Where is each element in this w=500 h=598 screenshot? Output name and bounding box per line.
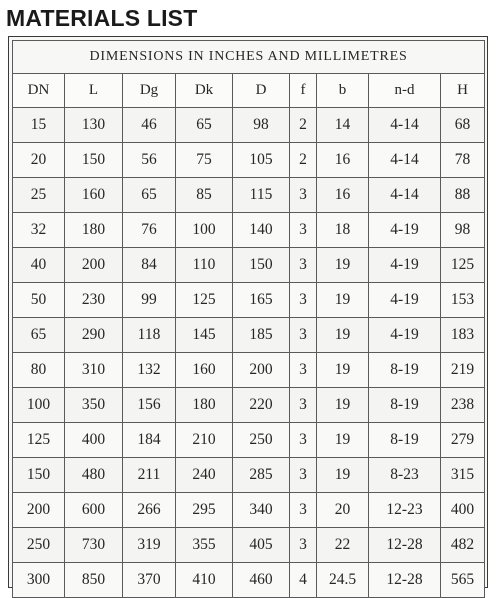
- cell-n-d: 4-19: [369, 213, 441, 248]
- cell-h: 400: [441, 493, 485, 528]
- cell-h: 315: [441, 458, 485, 493]
- cell-d: 460: [233, 563, 290, 598]
- cell-dk: 145: [176, 318, 233, 353]
- column-header-dk: Dk: [176, 74, 233, 108]
- cell-l: 130: [65, 108, 123, 143]
- cell-b: 22: [317, 528, 369, 563]
- cell-h: 482: [441, 528, 485, 563]
- cell-dk: 160: [176, 353, 233, 388]
- document-title: MATERIALS LIST: [6, 5, 198, 31]
- cell-f: 3: [290, 318, 317, 353]
- cell-n-d: 8-19: [369, 353, 441, 388]
- cell-l: 160: [65, 178, 123, 213]
- cell-d: 150: [233, 248, 290, 283]
- cell-f: 3: [290, 248, 317, 283]
- cell-b: 24.5: [317, 563, 369, 598]
- table-row: [13, 248, 485, 283]
- cell-dk: 240: [176, 458, 233, 493]
- cell-n-d: 4-14: [369, 108, 441, 143]
- table-header-row: [13, 74, 485, 108]
- column-header-b: b: [317, 74, 369, 108]
- cell-f: 3: [290, 528, 317, 563]
- cell-dk: 355: [176, 528, 233, 563]
- cell-dg: 118: [123, 318, 176, 353]
- cell-n-d: 4-14: [369, 178, 441, 213]
- column-header-h: H: [441, 74, 485, 108]
- cell-f: 3: [290, 493, 317, 528]
- column-header-n-d: n-d: [369, 74, 441, 108]
- column-header-l: L: [65, 74, 123, 108]
- cell-dn: 50: [13, 283, 65, 318]
- cell-l: 850: [65, 563, 123, 598]
- cell-d: 140: [233, 213, 290, 248]
- cell-dn: 150: [13, 458, 65, 493]
- cell-dg: 84: [123, 248, 176, 283]
- materials-table: [12, 40, 485, 598]
- table-row: [13, 493, 485, 528]
- cell-dg: 319: [123, 528, 176, 563]
- cell-n-d: 4-14: [369, 143, 441, 178]
- cell-d: 200: [233, 353, 290, 388]
- table-row: [13, 178, 485, 213]
- cell-dg: 46: [123, 108, 176, 143]
- cell-n-d: 4-19: [369, 283, 441, 318]
- cell-h: 219: [441, 353, 485, 388]
- table-row: [13, 108, 485, 143]
- cell-b: 18: [317, 213, 369, 248]
- table-row: [13, 283, 485, 318]
- cell-b: 19: [317, 283, 369, 318]
- cell-d: 185: [233, 318, 290, 353]
- cell-h: 183: [441, 318, 485, 353]
- cell-n-d: 4-19: [369, 248, 441, 283]
- table-row: [13, 423, 485, 458]
- cell-dn: 125: [13, 423, 65, 458]
- cell-dn: 20: [13, 143, 65, 178]
- cell-l: 400: [65, 423, 123, 458]
- cell-dg: 65: [123, 178, 176, 213]
- cell-h: 98: [441, 213, 485, 248]
- table-row: [13, 528, 485, 563]
- cell-l: 150: [65, 143, 123, 178]
- table-body: [13, 108, 485, 598]
- cell-h: 565: [441, 563, 485, 598]
- table-row: [13, 213, 485, 248]
- cell-h: 78: [441, 143, 485, 178]
- cell-h: 153: [441, 283, 485, 318]
- cell-dn: 32: [13, 213, 65, 248]
- table-row: [13, 318, 485, 353]
- cell-b: 19: [317, 248, 369, 283]
- cell-l: 730: [65, 528, 123, 563]
- cell-d: 340: [233, 493, 290, 528]
- cell-l: 600: [65, 493, 123, 528]
- cell-dk: 210: [176, 423, 233, 458]
- cell-dk: 75: [176, 143, 233, 178]
- cell-dk: 125: [176, 283, 233, 318]
- cell-f: 3: [290, 423, 317, 458]
- cell-dk: 295: [176, 493, 233, 528]
- cell-dn: 200: [13, 493, 65, 528]
- cell-d: 405: [233, 528, 290, 563]
- cell-dk: 100: [176, 213, 233, 248]
- column-header-d: D: [233, 74, 290, 108]
- cell-d: 105: [233, 143, 290, 178]
- cell-l: 200: [65, 248, 123, 283]
- cell-b: 14: [317, 108, 369, 143]
- cell-dg: 56: [123, 143, 176, 178]
- table-caption-row: [13, 41, 485, 74]
- cell-f: 3: [290, 458, 317, 493]
- cell-f: 3: [290, 353, 317, 388]
- cell-dg: 370: [123, 563, 176, 598]
- cell-n-d: 12-28: [369, 563, 441, 598]
- cell-dg: 184: [123, 423, 176, 458]
- cell-dg: 156: [123, 388, 176, 423]
- cell-d: 115: [233, 178, 290, 213]
- cell-n-d: 4-19: [369, 318, 441, 353]
- cell-dk: 65: [176, 108, 233, 143]
- table-row: [13, 143, 485, 178]
- cell-b: 19: [317, 318, 369, 353]
- cell-n-d: 8-23: [369, 458, 441, 493]
- cell-dn: 250: [13, 528, 65, 563]
- cell-dn: 100: [13, 388, 65, 423]
- cell-l: 350: [65, 388, 123, 423]
- table-row: [13, 353, 485, 388]
- cell-l: 480: [65, 458, 123, 493]
- table-row: [13, 388, 485, 423]
- cell-b: 19: [317, 388, 369, 423]
- column-header-f: f: [290, 74, 317, 108]
- cell-h: 238: [441, 388, 485, 423]
- cell-l: 230: [65, 283, 123, 318]
- cell-n-d: 12-28: [369, 528, 441, 563]
- cell-b: 19: [317, 458, 369, 493]
- cell-b: 16: [317, 143, 369, 178]
- table-row: [13, 458, 485, 493]
- cell-l: 180: [65, 213, 123, 248]
- cell-b: 16: [317, 178, 369, 213]
- cell-n-d: 12-23: [369, 493, 441, 528]
- column-header-dn: DN: [13, 74, 65, 108]
- cell-b: 19: [317, 423, 369, 458]
- cell-d: 220: [233, 388, 290, 423]
- table-row: [13, 563, 485, 598]
- table-caption: DIMENSIONS IN INCHES AND MILLIMETRES: [13, 41, 485, 74]
- cell-b: 20: [317, 493, 369, 528]
- cell-b: 19: [317, 353, 369, 388]
- cell-dk: 180: [176, 388, 233, 423]
- cell-dg: 76: [123, 213, 176, 248]
- cell-dn: 80: [13, 353, 65, 388]
- cell-d: 98: [233, 108, 290, 143]
- cell-dk: 410: [176, 563, 233, 598]
- cell-f: 3: [290, 213, 317, 248]
- cell-dg: 211: [123, 458, 176, 493]
- cell-dn: 65: [13, 318, 65, 353]
- cell-f: 4: [290, 563, 317, 598]
- cell-dk: 110: [176, 248, 233, 283]
- cell-d: 250: [233, 423, 290, 458]
- cell-f: 3: [290, 388, 317, 423]
- cell-d: 165: [233, 283, 290, 318]
- cell-d: 285: [233, 458, 290, 493]
- cell-dn: 15: [13, 108, 65, 143]
- cell-f: 3: [290, 178, 317, 213]
- cell-dg: 132: [123, 353, 176, 388]
- cell-f: 3: [290, 283, 317, 318]
- cell-dn: 25: [13, 178, 65, 213]
- cell-f: 2: [290, 108, 317, 143]
- cell-h: 125: [441, 248, 485, 283]
- cell-l: 290: [65, 318, 123, 353]
- cell-f: 2: [290, 143, 317, 178]
- cell-dg: 266: [123, 493, 176, 528]
- column-header-dg: Dg: [123, 74, 176, 108]
- cell-dg: 99: [123, 283, 176, 318]
- cell-h: 68: [441, 108, 485, 143]
- cell-dn: 300: [13, 563, 65, 598]
- cell-l: 310: [65, 353, 123, 388]
- cell-h: 88: [441, 178, 485, 213]
- cell-dk: 85: [176, 178, 233, 213]
- cell-n-d: 8-19: [369, 423, 441, 458]
- cell-h: 279: [441, 423, 485, 458]
- cell-n-d: 8-19: [369, 388, 441, 423]
- cell-dn: 40: [13, 248, 65, 283]
